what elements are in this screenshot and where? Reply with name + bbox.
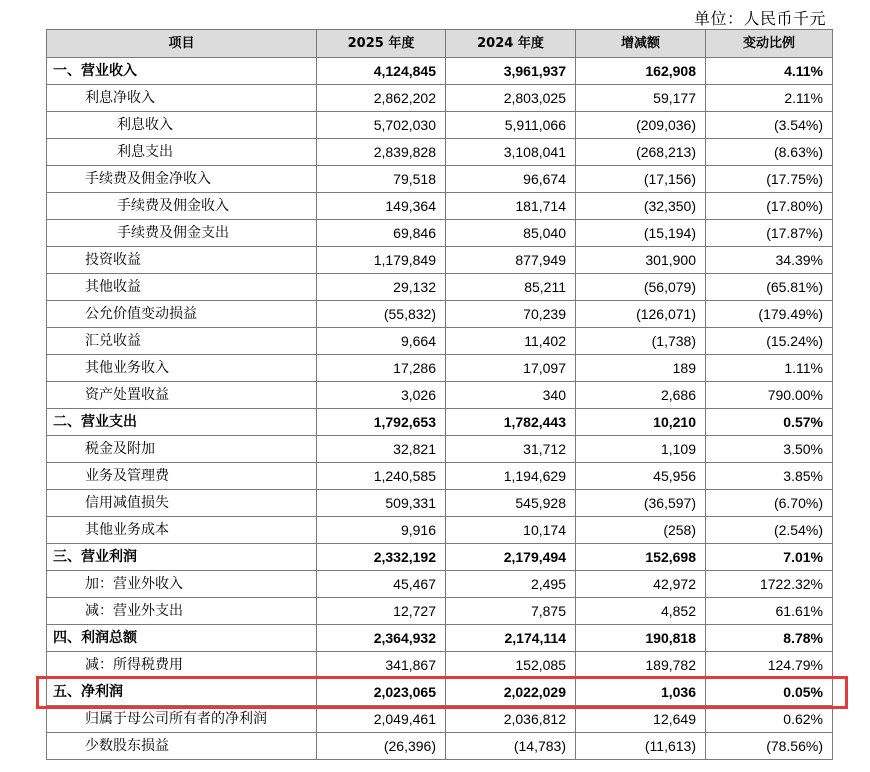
change-amount: 189	[576, 355, 706, 382]
change-amount: 162,908	[576, 58, 706, 85]
table-row	[47, 517, 833, 544]
row-label: 利息收入	[47, 112, 317, 139]
value-2025: 509,331	[317, 490, 446, 517]
value-2024: 545,928	[446, 490, 576, 517]
value-2025: 149,364	[317, 193, 446, 220]
table-header-row	[47, 30, 833, 58]
change-amount: (126,071)	[576, 301, 706, 328]
row-label: 公允价值变动损益	[47, 301, 317, 328]
change-ratio: (17.80%)	[706, 193, 833, 220]
row-label: 利息支出	[47, 139, 317, 166]
change-amount: 2,686	[576, 382, 706, 409]
value-2024: 3,108,041	[446, 139, 576, 166]
table-row	[47, 139, 833, 166]
table-row	[47, 382, 833, 409]
value-2024: 70,239	[446, 301, 576, 328]
table-row	[47, 544, 833, 571]
change-ratio: (6.70%)	[706, 490, 833, 517]
change-amount: (209,036)	[576, 112, 706, 139]
change-ratio: 0.62%	[706, 706, 833, 733]
unit-label: 单位：人民币千元	[693, 9, 826, 28]
value-2025: 1,179,849	[317, 247, 446, 274]
table-row	[47, 463, 833, 490]
change-ratio: 1.11%	[706, 355, 833, 382]
change-amount: 59,177	[576, 85, 706, 112]
value-2024: 85,040	[446, 220, 576, 247]
change-amount: (268,213)	[576, 139, 706, 166]
change-ratio: (78.56%)	[706, 733, 833, 760]
row-label: 手续费及佣金收入	[47, 193, 317, 220]
table-row	[47, 679, 833, 706]
change-amount: 1,109	[576, 436, 706, 463]
change-amount: 45,956	[576, 463, 706, 490]
row-label: 其他业务成本	[47, 517, 317, 544]
value-2025: 2,332,192	[317, 544, 446, 571]
value-2024: 17,097	[446, 355, 576, 382]
change-ratio: (8.63%)	[706, 139, 833, 166]
table-row	[47, 355, 833, 382]
change-ratio: 2.11%	[706, 85, 833, 112]
change-amount: (17,156)	[576, 166, 706, 193]
value-2025: 29,132	[317, 274, 446, 301]
value-2025: 2,839,828	[317, 139, 446, 166]
change-ratio: (2.54%)	[706, 517, 833, 544]
value-2025: 45,467	[317, 571, 446, 598]
table-row	[47, 328, 833, 355]
row-label: 减：所得税费用	[47, 652, 317, 679]
value-2024: 11,402	[446, 328, 576, 355]
row-label: 手续费及佣金支出	[47, 220, 317, 247]
table-row	[47, 301, 833, 328]
change-amount: (15,194)	[576, 220, 706, 247]
change-ratio: (17.87%)	[706, 220, 833, 247]
table-row	[47, 193, 833, 220]
row-label: 三、营业利润	[47, 544, 317, 571]
value-2024: 2,036,812	[446, 706, 576, 733]
value-2025: (26,396)	[317, 733, 446, 760]
change-ratio: 61.61%	[706, 598, 833, 625]
value-2025: 2,862,202	[317, 85, 446, 112]
value-2025: 3,026	[317, 382, 446, 409]
header-2025: 2025 年度	[317, 30, 446, 58]
table-row	[47, 166, 833, 193]
value-2024: 31,712	[446, 436, 576, 463]
row-label: 少数股东损益	[47, 733, 317, 760]
row-label: 业务及管理费	[47, 463, 317, 490]
row-label: 减：营业外支出	[47, 598, 317, 625]
table-row	[47, 490, 833, 517]
table-body	[47, 58, 833, 760]
income-statement-table	[46, 29, 833, 760]
value-2025: (55,832)	[317, 301, 446, 328]
change-ratio: 4.11%	[706, 58, 833, 85]
value-2024: (14,783)	[446, 733, 576, 760]
change-amount: 152,698	[576, 544, 706, 571]
row-label: 四、利润总额	[47, 625, 317, 652]
value-2024: 2,022,029	[446, 679, 576, 706]
value-2025: 4,124,845	[317, 58, 446, 85]
row-label: 利息净收入	[47, 85, 317, 112]
row-label: 其他业务收入	[47, 355, 317, 382]
table-row	[47, 247, 833, 274]
change-ratio: 8.78%	[706, 625, 833, 652]
table-row	[47, 436, 833, 463]
change-amount: (36,597)	[576, 490, 706, 517]
value-2025: 9,664	[317, 328, 446, 355]
change-amount: (258)	[576, 517, 706, 544]
change-amount: (56,079)	[576, 274, 706, 301]
value-2024: 877,949	[446, 247, 576, 274]
row-label: 信用减值损失	[47, 490, 317, 517]
table-row	[47, 274, 833, 301]
header-item: 项目	[47, 30, 317, 58]
value-2025: 69,846	[317, 220, 446, 247]
change-ratio: 0.57%	[706, 409, 833, 436]
value-2024: 10,174	[446, 517, 576, 544]
table-row	[47, 85, 833, 112]
value-2025: 12,727	[317, 598, 446, 625]
change-amount: (1,738)	[576, 328, 706, 355]
row-label: 资产处置收益	[47, 382, 317, 409]
value-2025: 9,916	[317, 517, 446, 544]
change-amount: 4,852	[576, 598, 706, 625]
change-ratio: 1722.32%	[706, 571, 833, 598]
change-amount: 190,818	[576, 625, 706, 652]
change-ratio: (3.54%)	[706, 112, 833, 139]
table-row	[47, 220, 833, 247]
row-label: 归属于母公司所有者的净利润	[47, 706, 317, 733]
table-row	[47, 58, 833, 85]
change-ratio: 0.05%	[706, 679, 833, 706]
header-change: 增减额	[576, 30, 706, 58]
change-ratio: 790.00%	[706, 382, 833, 409]
header-2024: 2024 年度	[446, 30, 576, 58]
value-2024: 1,782,443	[446, 409, 576, 436]
change-ratio: (179.49%)	[706, 301, 833, 328]
value-2025: 32,821	[317, 436, 446, 463]
table-row	[47, 112, 833, 139]
row-label: 一、营业收入	[47, 58, 317, 85]
table-row	[47, 733, 833, 760]
row-label: 税金及附加	[47, 436, 317, 463]
value-2025: 79,518	[317, 166, 446, 193]
table-row	[47, 625, 833, 652]
change-ratio: 3.50%	[706, 436, 833, 463]
change-amount: 42,972	[576, 571, 706, 598]
value-2024: 85,211	[446, 274, 576, 301]
value-2024: 7,875	[446, 598, 576, 625]
value-2024: 2,174,114	[446, 625, 576, 652]
value-2024: 2,803,025	[446, 85, 576, 112]
change-amount: (11,613)	[576, 733, 706, 760]
change-ratio: 124.79%	[706, 652, 833, 679]
table-row	[47, 409, 833, 436]
value-2024: 181,714	[446, 193, 576, 220]
page-cutoff	[0, 766, 870, 772]
change-amount: 10,210	[576, 409, 706, 436]
value-2025: 1,240,585	[317, 463, 446, 490]
row-label: 投资收益	[47, 247, 317, 274]
value-2025: 5,702,030	[317, 112, 446, 139]
change-ratio: (65.81%)	[706, 274, 833, 301]
change-ratio: 34.39%	[706, 247, 833, 274]
row-label: 二、营业支出	[47, 409, 317, 436]
value-2025: 2,364,932	[317, 625, 446, 652]
value-2025: 1,792,653	[317, 409, 446, 436]
change-amount: 12,649	[576, 706, 706, 733]
value-2025: 2,023,065	[317, 679, 446, 706]
value-2024: 2,179,494	[446, 544, 576, 571]
value-2024: 5,911,066	[446, 112, 576, 139]
value-2024: 340	[446, 382, 576, 409]
row-label: 手续费及佣金净收入	[47, 166, 317, 193]
change-amount: 301,900	[576, 247, 706, 274]
value-2024: 3,961,937	[446, 58, 576, 85]
value-2025: 2,049,461	[317, 706, 446, 733]
value-2024: 1,194,629	[446, 463, 576, 490]
row-label: 五、净利润	[47, 679, 317, 706]
table-row	[47, 706, 833, 733]
row-label: 汇兑收益	[47, 328, 317, 355]
table-row	[47, 571, 833, 598]
value-2025: 17,286	[317, 355, 446, 382]
table-row	[47, 598, 833, 625]
change-ratio: 7.01%	[706, 544, 833, 571]
change-amount: 1,036	[576, 679, 706, 706]
change-amount: (32,350)	[576, 193, 706, 220]
value-2025: 341,867	[317, 652, 446, 679]
table-row	[47, 652, 833, 679]
change-amount: 189,782	[576, 652, 706, 679]
header-ratio: 变动比例	[706, 30, 833, 58]
row-label: 其他收益	[47, 274, 317, 301]
change-ratio: (15.24%)	[706, 328, 833, 355]
row-label: 加：营业外收入	[47, 571, 317, 598]
change-ratio: 3.85%	[706, 463, 833, 490]
change-ratio: (17.75%)	[706, 166, 833, 193]
value-2024: 2,495	[446, 571, 576, 598]
value-2024: 152,085	[446, 652, 576, 679]
value-2024: 96,674	[446, 166, 576, 193]
